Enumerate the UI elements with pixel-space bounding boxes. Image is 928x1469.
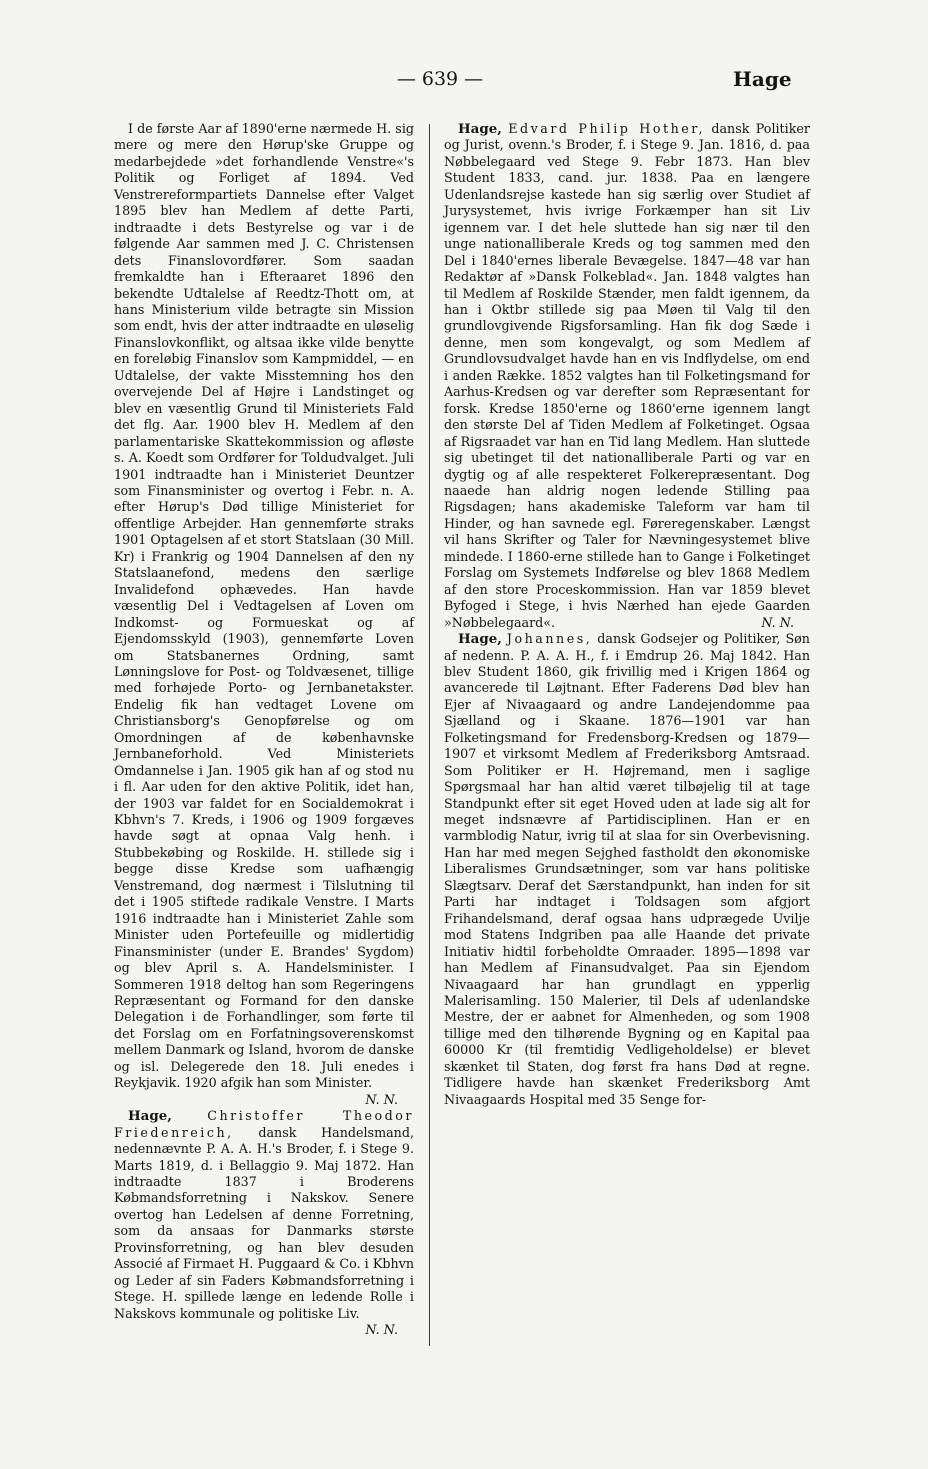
entry-given-names: Johannes, — [506, 631, 593, 647]
running-head: Hage — [733, 67, 792, 91]
entry-headword: Hage, — [458, 631, 502, 648]
entry-text: dansk Politiker og Jurist, ovenn.'s Broder, f. i Stege 9. Jan. 1816, d. paa Nøbbelegaard ved Stege 9. Febr 1873. Han blev Student 1833, cand. jur. 1838. Paa en længere Udenlandsrejse kastede han sig særlig over Studiet af Jurysystemet, hvis ivrige Forkæmper han sit Liv igennem var. I det hele sluttede han sig nær til den unge nationalliberale Kreds og tog sammen med den Del i 1840'ernes liberale Bevægelse. 1847—48 var han Redaktør af »Dansk Folkeblad«. Jan. 1848 valgtes han til Medlem af Roskilde Stænder, men faldt igennem, da han i Oktbr stillede sig paa Møen til Valg til den grundlovgivende Rigsforsamling. Han fik dog Sæde i denne, men som kongevalgt, og som Medlem af Grundlovsudvalget havde han en vis Indflydelse, om end i anden Række. 1852 valgtes han til Folketingsmand for Aarhus-Kredsen og var derefter som Repræsentant for forsk. Kredse 1850'erne og 1860'erne igennem langt den største Del af Tiden Medlem af Folketinget. Ogsaa af Rigsraadet var han en Tid lang Medlem. Han sluttede sig ubetinget til det nationalliberale Parti og var en dygtig og af alle respekteret Folkerepræsentant. Dog naaede han aldrig nogen ledende Stilling paa Rigsdagen; hans akademiske Taleform var ham til Hinder, og han savnede egl. Føreregenskaber. Længst vil hans Skrifter og Taler for Nævningesystemet blive mindede. I 1860-erne stillede han to Gange i Folketinget Forslag om Systemets Indførelse og blev 1868 Medlem af den store Proceskommission. Han var 1859 blevet Byfoged i Stege, i hvis Nærhed han ejede Gaarden »Nøbbelegaard«. — [444, 121, 810, 630]
entry-headword: Hage, — [128, 1108, 172, 1125]
entry-signature: N. N. — [365, 1091, 398, 1107]
entry-given-names: Edvard Philip Hother, — [508, 121, 705, 136]
entry-signature: N. N. — [761, 614, 794, 630]
entry-continuation-text: I de første Aar af 1890'erne nærmede H. sig mere og mere den Hørup'ske Gruppe og medarbejdede »det forhandlende Venstre«'s Politik og Forliget af 1894. Ved Venstrereformpartiets Dannelse efter Valget 1895 blev han Medlem af dette Parti, indtraadte i dets Bestyrelse og var i de følgende Aar sammen med J. C. Christensen dets Finanslovordfører. Som saadan fremkaldte han i Efteraaret 1896 den bekendte Udtalelse af Reedtz-Thott om, at hans Ministerium vilde betragte sin Mission som endt, hvis der atter indtraadte en uløselig Finanslovkonflikt, og altsaa ikke vilde benytte en foreløbig Finanslov som Kampmiddel, — en Udtalelse, der vakte Misstemning hos den overvejende Del af Højre i Landstinget og blev en væsentlig Grund til Ministeriets Fald det flg. Aar. 1900 blev H. Medlem af den parlamentariske Skattekommission og afløste s. A. Koedt som Ordfører for Toldudvalget. Juli 1901 indtraadte han i Ministeriet Deuntzer som Finansminister og overtog i Febr. n. A. efter Hørup's Død tillige Ministeriet for offentlige Arbejder. Han gennemførte straks 1901 Optagelsen af et stort Statslaan (30 Mill. Kr) i Frankrig og 1904 Dannelsen af den ny Statslaanefond, medens den særlige Invalidefond ophævedes. Han havde væsentlig Del i Vedtagelsen af Loven om Indkomst- og Formueskat og af Ejendomsskyld (1903), gennemførte Loven om Statsbanernes Ordning, samt Lønningslove for Post- og Toldvæsenet, tillige med forhøjede Porto- og Jernbanetakster. Endelig fik han vedtaget Lovene om Christiansborg's Genopførelse og om Omordningen af de københavnske Jernbaneforhold. Ved Ministeriets Omdannelse i Jan. 1905 gik han af og stod nu i fl. Aar uden for den aktive Politik, idet han, der 1903 var faldet for en Socialdemokrat i Kbhvn's 7. Kreds, i 1906 og 1909 forgæves havde søgt at opnaa Valg henh. i Stubbekøbing og Roskilde. H. stillede sig i begge disse Kredse som uafhængig Venstremand, dog nærmest i Tilslutning til det i 1905 stiftede radikale Venstre. I Marts 1916 indtraadte han i Ministeriet Zahle som Minister uden Portefeuille og midlertidig Finansminister (under E. Brandes' Sygdom) og blev April s. A. Handelsminister. I Sommeren 1918 deltog han som Regeringens Repræsentant og Formand for den danske Delegation i de Forhandlinger, som førte til det Forslag om en Forfatningsoverenskomst mellem Danmark og Island, hvorom de danske og isl. Delegerede den 18. Juli enedes i Reykjavik. 1920 afgik han som Minister. — [114, 121, 414, 1091]
entry-edvard — [444, 121, 810, 631]
entry-given-names: Christoffer Theodor Friedenreich, — [114, 1108, 414, 1140]
right-column — [444, 121, 810, 1108]
entry-text: dansk Handelsmand, nedennævnte P. A. A. H.'s Broder, f. i Stege 9. Marts 1819, d. i Bellaggio 9. Maj 1872. Han indtraadte 1837 i Broderens Købmandsforretning i Nakskov. Senere overtog han Ledelsen af denne Forretning, som da ansaas for Danmarks største Provinsforretning, og han blev desuden Associé af Firmaet H. Puggaard & Co. i Kbhvn og Leder af sin Faders Købmandsforretning i Stege. H. spillede længe en ledende Rolle i Nakskovs kommunale og politiske Liv. — [114, 1124, 414, 1321]
page-number: — 639 — — [396, 68, 484, 90]
entry-johannes — [444, 631, 810, 1108]
entry-headword: Hage, — [458, 121, 502, 137]
entry-christoffer — [114, 1108, 414, 1322]
column-divider — [429, 124, 430, 1346]
left-column — [114, 121, 414, 1339]
entry-text: dansk Godsejer og Politiker, Søn af nedenn. P. A. A. H., f. i Emdrup 26. Maj 1842. Han blev Student 1860, gik frivillig med i Krigen 1864 og avancerede til Løjtnant. Efter Faderens Død blev han Ejer af Nivaagaard og andre Landejendomme paa Sjælland og i Skaane. 1876—1901 var han Folketingsmand for Fredensborg-Kredsen og 1879—1907 et virksomt Medlem af Frederiksborg Amtsraad. Som Politiker er H. Højremand, men i saglige Spørgsmaal har han altid været tilbøjelig til at tage Standpunkt efter sit eget Hoved uden at lade sig alt for meget indsnævre af Partidisciplinen. Han er en varmblodig Natur, ivrig til at slaa for sin Overbevisning. Han har med megen Sejghed fastholdt den økonomiske Liberalismes Grundsætninger, som var hans politiske Slægtsarv. Deraf det Særstandpunkt, han inden for sit Parti har indtaget i Toldsagen som afgjort Frihandelsmand, deraf ogsaa hans udprægede Uvilje mod Statens Indgriben paa alle Haande det private Initiativ hidtil forbeholdte Omraader. 1895—1898 var han Medlem af Finansudvalget. Paa sin Ejendom Nivaagaard har han grundlagt en ypperlig Malerisamling. 150 Malerier, til Dels af udenlandske Mestre, der er aabnet for Almenheden, og som 1908 tillige med den tilhørende Bygning og en Kapital paa 60000 Kr (til fremtidig Vedligeholdelse) er blevet skænket til Staten, dog først fra hans Død at regne. Tidligere havde han skænket Frederiksborg Amt Nivaagaards Hospital med 35 Senge for- — [444, 631, 810, 1107]
entry-signature: N. N. — [365, 1322, 398, 1338]
